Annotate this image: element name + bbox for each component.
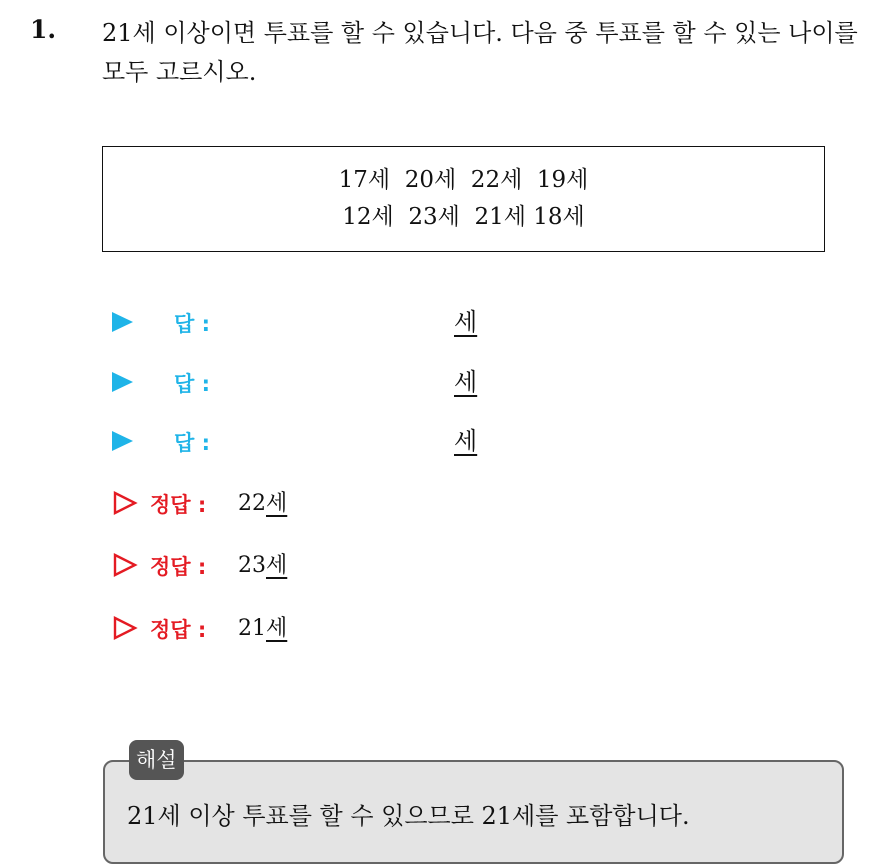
choices-line-2: 12세 23세 21세 18세	[342, 204, 585, 230]
answer-unit[interactable]: 세	[454, 368, 478, 396]
outline-triangle-icon	[112, 552, 138, 578]
correct-row-3	[112, 608, 412, 648]
choices-line-1: 17세 20세 22세 19세	[338, 167, 589, 193]
correct-row-1	[112, 483, 412, 523]
answer-row-2	[112, 362, 512, 402]
answer-label: 답 :	[174, 312, 210, 336]
explanation-box	[103, 760, 844, 864]
correct-label: 정답 :	[150, 618, 207, 642]
answer-label: 답 :	[174, 372, 210, 396]
play-triangle-icon	[112, 372, 133, 392]
answer-unit[interactable]: 세	[454, 308, 478, 336]
answer-row-1	[112, 302, 512, 342]
answer-row-3	[112, 421, 512, 461]
correct-value: 22세	[238, 491, 288, 516]
correct-label: 정답 :	[150, 555, 207, 579]
play-triangle-icon	[112, 312, 133, 332]
correct-value: 21세	[238, 616, 288, 641]
correct-row-2	[112, 545, 412, 585]
answer-label: 답 :	[174, 431, 210, 455]
explanation-tag: 해설	[129, 740, 184, 780]
question-text: 21세 이상이면 투표를 할 수 있습니다. 다음 중 투표를 할 수 있는 나이를 모두 고르시오.	[102, 19, 858, 86]
play-triangle-icon	[112, 431, 133, 451]
outline-triangle-icon	[112, 490, 138, 516]
choices-box	[102, 146, 825, 252]
explanation-text: 21세 이상 투표를 할 수 있으므로 21세를 포함합니다.	[127, 802, 690, 830]
outline-triangle-icon	[112, 615, 138, 641]
answer-unit[interactable]: 세	[454, 427, 478, 455]
correct-value: 23세	[238, 553, 288, 578]
correct-label: 정답 :	[150, 493, 207, 517]
question-number: 1.	[30, 15, 57, 44]
